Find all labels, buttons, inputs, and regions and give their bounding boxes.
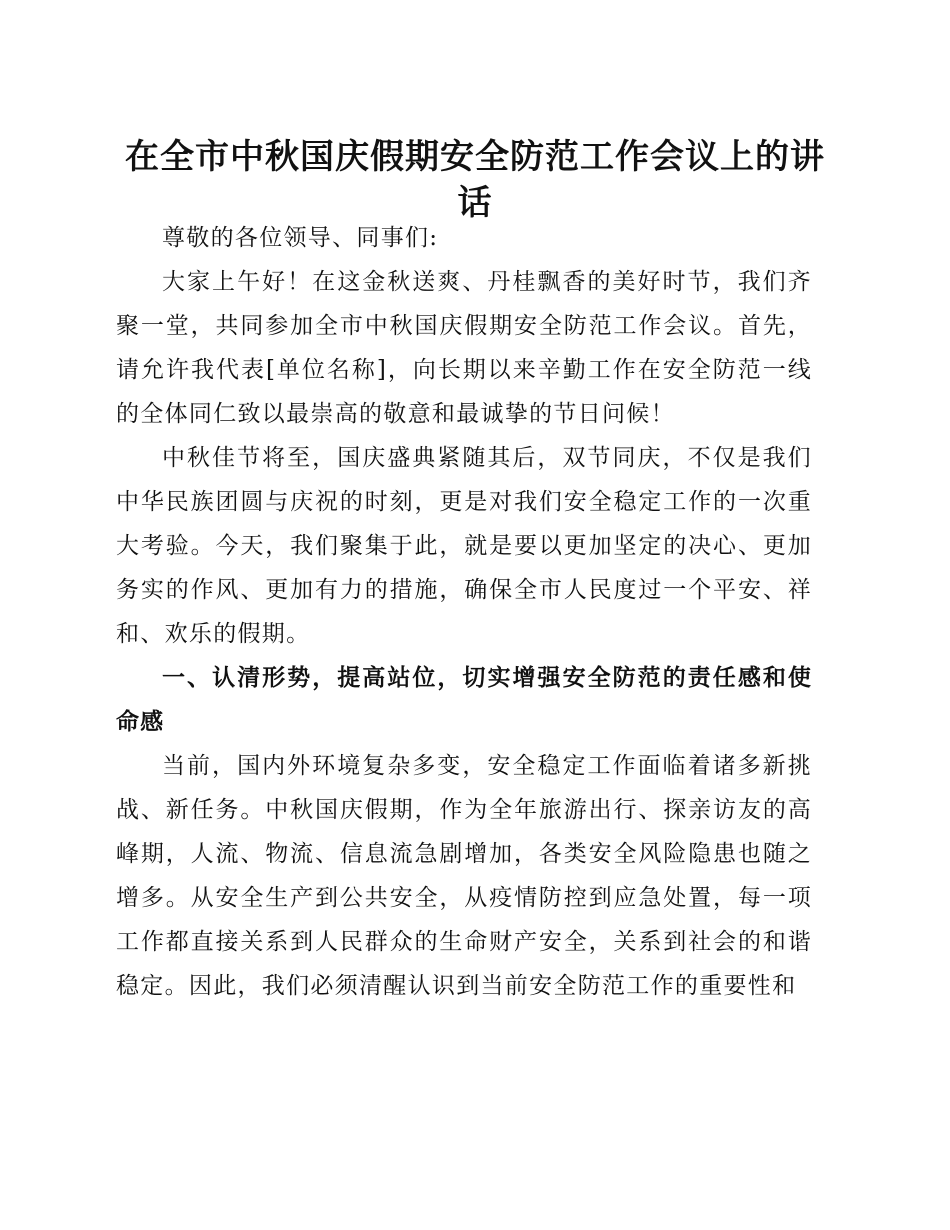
paragraph-context: 中秋佳节将至，国庆盛典紧随其后，双节同庆，不仅是我们中华民族团圆与庆祝的时刻，更是对我们安全稳定工作的一次重大考验。今天，我们聚集于此，就是要以更加坚定的决心、更加务实的作风、更加有力的措施，确保全市人民度过一个平安、祥和、欢乐的假期。 (116, 445, 812, 647)
document-title: 在全市中秋国庆假期安全防范工作会议上的讲话 (125, 137, 825, 223)
section-heading: 一、认清形势，提高站位，切实增强安全防范的责任感和使命感 (116, 665, 812, 735)
salutation: 尊敬的各位领导、同事们: (162, 225, 439, 251)
paragraph-greeting: 大家上午好！在这金秋送爽、丹桂飘香的美好时节，我们齐聚一堂，共同参加全市中秋国庆假期安全防范工作会议。首先，请允许我代表[单位名称]，向长期以来辛勤工作在安全防范一线的全体同仁致以最崇高的敬意和最诚挚的节日问候！ (116, 269, 812, 427)
document-body (116, 216, 812, 1008)
section-paragraph: 当前，国内外环境复杂多变，安全稳定工作面临着诸多新挑战、新任务。中秋国庆假期，作为全年旅游出行、探亲访友的高峰期，人流、物流、信息流急剧增加，各类安全风险隐患也随之增多。从安全生产到公共安全，从疫情防控到应急处置，每一项工作都直接关系到人民群众的生命财产安全，关系到社会的和谐稳定。因此，我们必须清醒认识到当前安全防范工作的重要性和 (116, 753, 812, 999)
